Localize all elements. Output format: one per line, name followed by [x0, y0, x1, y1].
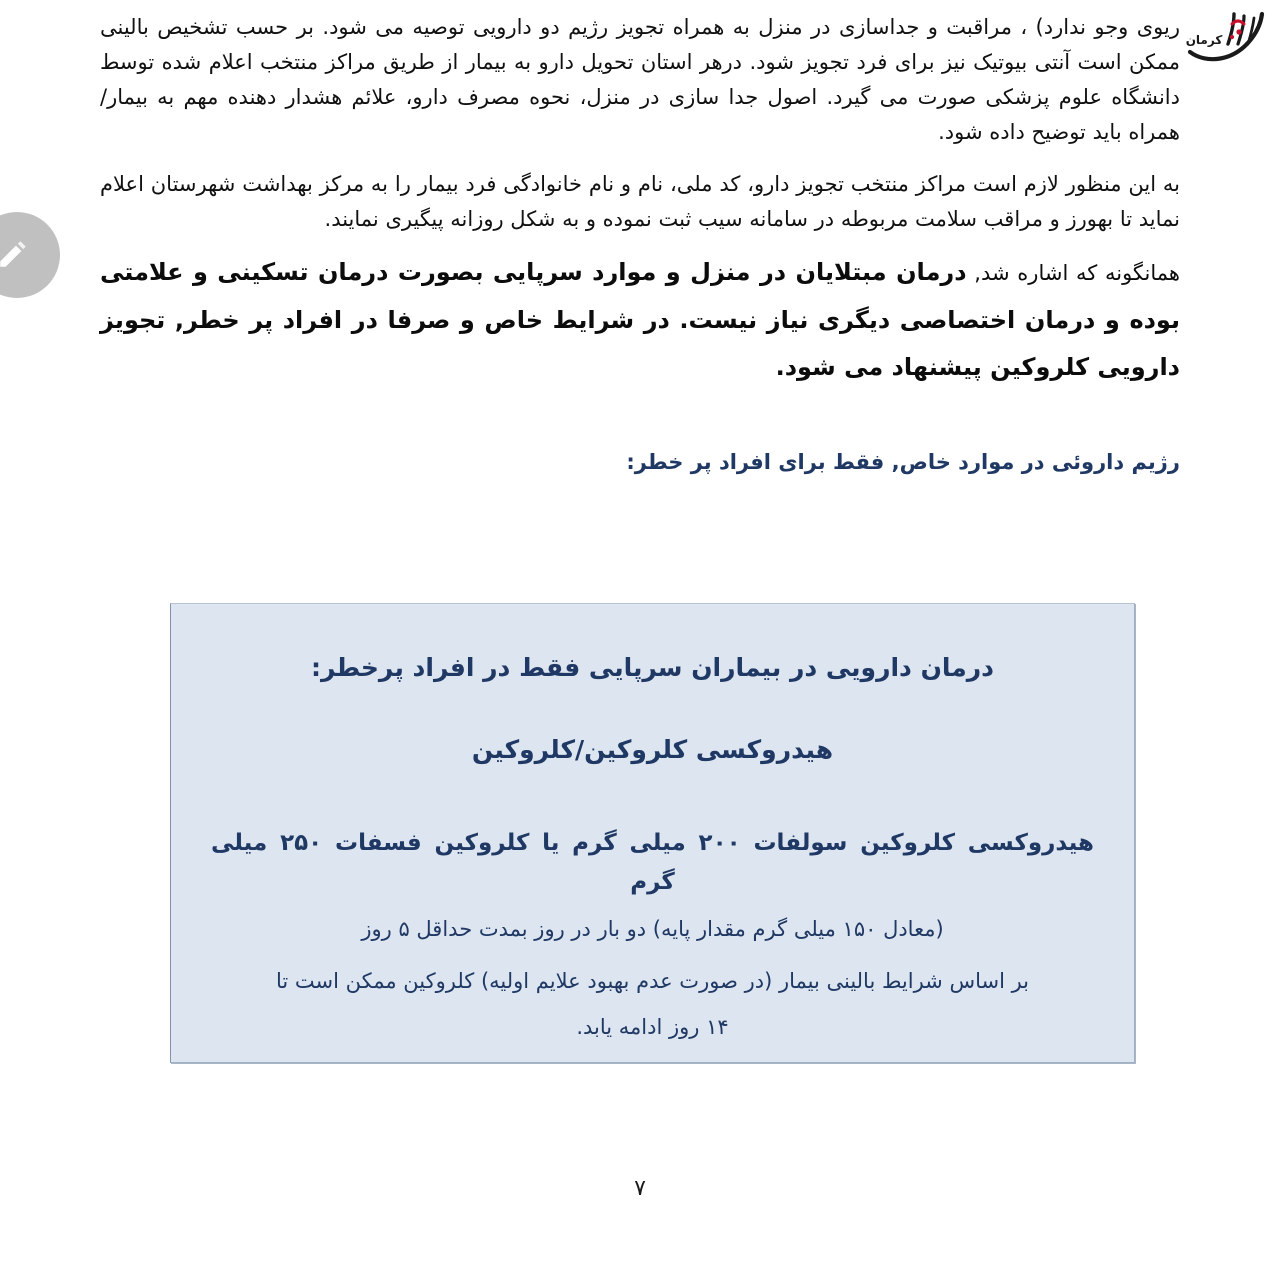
drug-box-note-2: بر اساس شرایط بالینی بیمار (در صورت عدم بهبود علایم اولیه) کلروکین ممکن است تا: [275, 969, 1030, 993]
drug-box-subtitle: هیدروکسی کلروکین/کلروکین: [471, 735, 834, 764]
dose-conjunction: یا: [542, 830, 560, 856]
drug-box-dose-line: [211, 770, 1094, 902]
drug-box-title: درمان دارویی در بیماران سرپایی فقط در افراد پرخطر:: [310, 653, 995, 682]
paragraph-1: ریوی وجو ندارد) ، مراقبت و جداسازی در منزل به همراه تجویز رژیم دو دارویی توصیه می شود. بر حسب تشخیص بالینی ممکن است آنتی بیوتیک نیز برای فرد تجویز شود. درهر استان تحویل دارو به بیمار از طریق مراکز منتخب اعلام شده توسط دانشگاه علوم پزشکی صورت می گیرد. اصول جدا سازی در منزل، نحوه مصرف دارو، علائم هشدار دهنده مهم به بیمار/همراه باید توضیح داده شود.: [100, 15, 1180, 144]
page-number: ۷: [634, 1176, 646, 1201]
drug-regimen-box: [170, 603, 1135, 1063]
page-content: [100, 0, 1180, 479]
tabnak-kerman-watermark: [1176, 4, 1272, 78]
edit-button[interactable]: [0, 212, 60, 298]
drug-box-note-1: (معادل ۱۵۰ میلی گرم مقدار پایه) دو بار در روز بمدت حداقل ۵ روز: [361, 917, 944, 941]
watermark-city-label: کرمان: [1185, 33, 1223, 47]
dose-hydroxychloroquine: هیدروکسی کلروکین سولفات ۲۰۰ میلی گرم: [559, 830, 1095, 856]
section-subheading: رژیم داروئی در موارد خاص, فقط برای افراد پر خطر:: [626, 450, 1180, 474]
drug-box-note-3: ۱۴ روز ادامه یابد.: [576, 1015, 729, 1039]
paragraph-3-lead: همانگونه که اشاره شد,: [966, 261, 1180, 285]
pencil-icon: [4, 237, 30, 274]
paragraph-3: [100, 237, 1180, 391]
paragraph-3-emphasis: درمان مبتلایان در منزل و موارد سرپایی بصورت درمان تسکینی و علامتی بوده و درمان اختصاصی دیگری نیاز نیست. در شرایط خاص و صرفا در افراد پر خطر, تجویز دارویی کلروکین پیشنهاد می شود.: [100, 258, 1180, 381]
dose-chloroquine: کلروکین فسفات ۲۵۰ میلی گرم: [211, 830, 675, 895]
paragraph-2: به این منظور لازم است مراکز منتخب تجویز دارو، کد ملی، نام و نام خانوادگی فرد بیمار را به مرکز بهداشت شهرستان اعلام نماید تا بهورز و مراقب سلامت مربوطه در سامانه سیب ثبت نموده و به شکل روزانه پیگیری نمایند.: [100, 172, 1180, 231]
